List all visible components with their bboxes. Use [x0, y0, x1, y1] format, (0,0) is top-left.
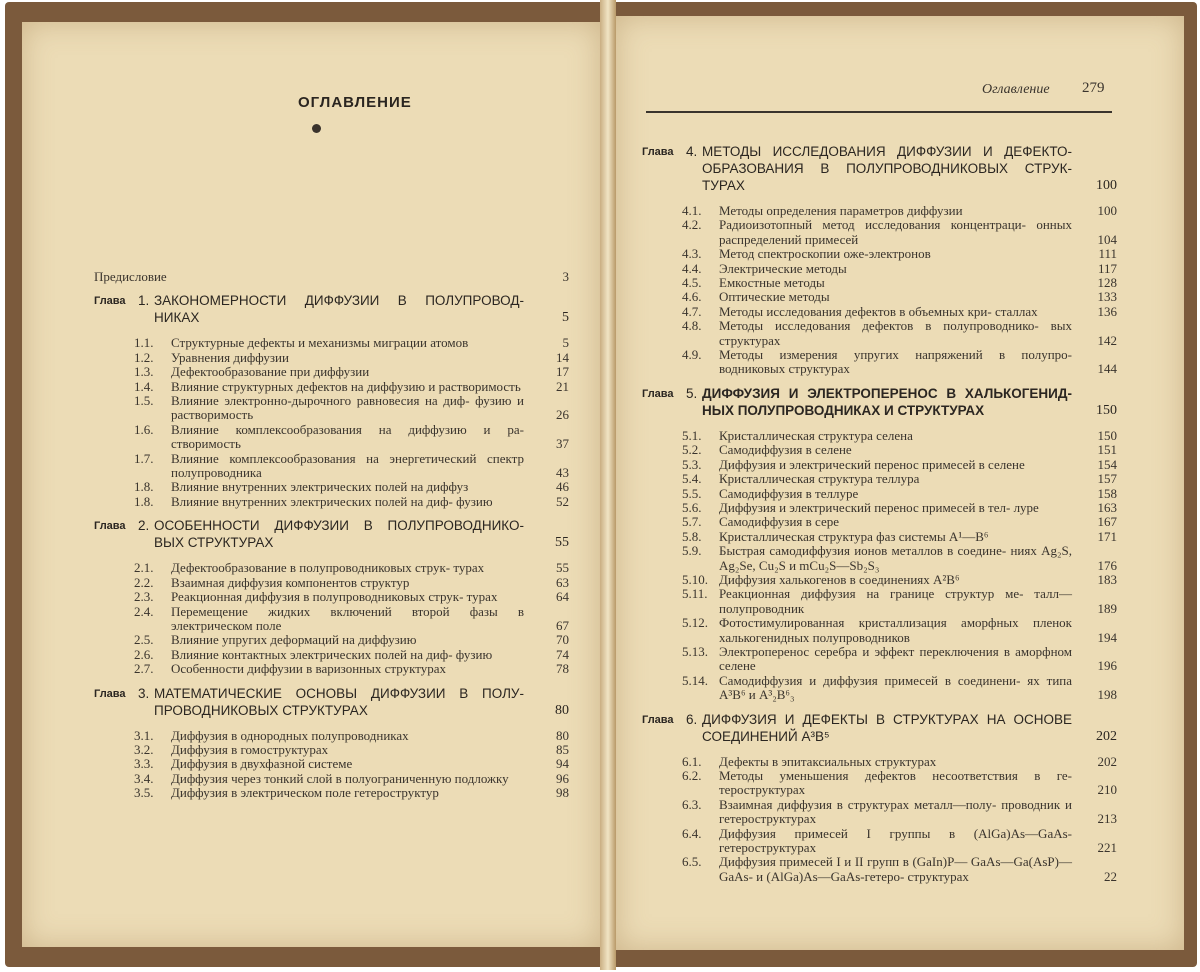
- entry-text-block: [642, 443, 1072, 457]
- section-entry: [642, 348, 1117, 377]
- entry-number: 5.8.: [682, 528, 702, 544]
- section-entry: [642, 755, 1117, 769]
- book-spine: [600, 0, 616, 970]
- section-entry: [94, 423, 569, 452]
- entry-title: Взаимная диффузия компонентов структур: [171, 574, 410, 590]
- entry-text-block: [94, 786, 524, 800]
- entry-title: Кристаллическая структура селена: [719, 427, 913, 443]
- section-entry: [642, 458, 1117, 472]
- entry-number: 1.: [138, 293, 150, 309]
- entry-number: 6.4.: [682, 825, 702, 841]
- section-entry: [94, 336, 569, 350]
- entry-title: Структурные дефекты и механизмы миграции атомов: [171, 335, 469, 351]
- section-entry: [94, 480, 569, 494]
- entry-page: 142: [1097, 332, 1117, 348]
- entry-page: 117: [1097, 260, 1117, 276]
- entry-page: 167: [1097, 514, 1117, 530]
- entry-title: Методы определения параметров диффузии: [719, 203, 963, 218]
- entry-number: 5.13.: [682, 643, 708, 659]
- entry-text-block: [642, 587, 1072, 616]
- entry-number: 3.: [138, 685, 150, 701]
- section-entry: [642, 769, 1117, 798]
- entry-page: 210: [1097, 782, 1117, 798]
- entry-title: Диффузия и электрический перенос примесей в селене: [719, 456, 1025, 472]
- entry-title: ДИФФУЗИЯ И ДЕФЕКТЫ В СТРУКТУРАХ НА ОСНОВЕ СОЕДИНЕНИЙ A³B⁵: [702, 711, 1072, 744]
- entry-text-block: [94, 561, 524, 575]
- entry-page: 111: [1098, 246, 1117, 262]
- section-entry: [642, 587, 1117, 616]
- chapter-entry: [94, 292, 569, 326]
- entry-page: 63: [556, 574, 569, 590]
- entry-page: 3: [562, 269, 569, 284]
- entry-page: 55: [555, 535, 569, 551]
- entry-page: 133: [1097, 289, 1117, 305]
- entry-page: 158: [1097, 485, 1117, 501]
- entry-page: 21: [556, 378, 569, 394]
- entry-text-block: [94, 452, 524, 481]
- section-entry: [642, 616, 1117, 645]
- entry-page: 151: [1097, 442, 1117, 458]
- entry-page: 150: [1097, 427, 1117, 443]
- chapter-label: Глава: [94, 295, 126, 308]
- entry-page: 171: [1097, 528, 1117, 544]
- entry-page: 64: [556, 589, 569, 605]
- entry-title: Реакционная диффузия в полупроводниковых струк- турах: [171, 589, 498, 605]
- entry-text-block: [642, 429, 1072, 443]
- entry-page: 104: [1097, 231, 1117, 247]
- entry-page: 80: [555, 702, 569, 718]
- entry-number: 4.8.: [682, 318, 702, 334]
- entry-title: Самодиффузия в селене: [719, 442, 852, 458]
- entry-page: 26: [556, 407, 569, 423]
- section-entry: [642, 247, 1117, 261]
- entry-number: 5.2.: [682, 442, 702, 458]
- entry-text-block: [94, 576, 524, 590]
- entry-number: 6.: [686, 711, 698, 727]
- entry-title: Самодиффузия в теллуре: [719, 485, 859, 501]
- entry-page: 17: [556, 364, 569, 380]
- entry-number: 6.2.: [682, 768, 702, 783]
- section-entry: [94, 729, 569, 743]
- chapter-label: Глава: [642, 387, 674, 400]
- entry-title: ОСОБЕННОСТИ ДИФФУЗИИ В ПОЛУПРОВОДНИКО- ВЫХ СТРУКТУРАХ: [154, 518, 524, 551]
- entry-page: 96: [556, 770, 569, 786]
- entry-page: 221: [1097, 840, 1117, 856]
- chapter-label: Глава: [642, 146, 674, 158]
- entry-text-block: [642, 487, 1072, 501]
- entry-title: Диффузия в электрическом поле гетероструктур: [171, 785, 439, 801]
- entry-text-block: [642, 501, 1072, 515]
- entry-number: 1.5.: [134, 393, 154, 409]
- section-entry: [642, 290, 1117, 304]
- entry-page: 154: [1097, 456, 1117, 472]
- section-entry: [642, 319, 1117, 348]
- entry-number: 4.2.: [682, 217, 702, 233]
- entry-page: 80: [556, 727, 569, 743]
- toc-list-right: [642, 135, 1117, 884]
- entry-number: 3.4.: [134, 770, 154, 786]
- entry-page: 85: [556, 741, 569, 757]
- entry-title: Влияние комплексообразования на диффузию и ра- створимость: [171, 421, 524, 452]
- entry-text-block: [642, 755, 1072, 769]
- entry-title: Методы исследования дефектов в объемных кри- сталлах: [719, 303, 1038, 319]
- entry-title: Метод спектроскопии оже-электронов: [719, 246, 931, 262]
- entry-page: 194: [1097, 629, 1117, 645]
- entry-page: 22: [1104, 868, 1117, 884]
- entry-text-block: [94, 365, 524, 379]
- entry-text-block: [94, 633, 524, 647]
- entry-number: 4.9.: [682, 347, 702, 363]
- entry-number: 6.5.: [682, 854, 702, 870]
- entry-text-block: [94, 480, 524, 494]
- section-entry: [94, 757, 569, 771]
- entry-text-block: [642, 711, 1072, 745]
- section-entry: [642, 798, 1117, 827]
- entry-text-block: [642, 458, 1072, 472]
- entry-number: 1.4.: [134, 378, 154, 394]
- entry-page: 213: [1097, 811, 1117, 827]
- entry-number: 4.1.: [682, 203, 702, 218]
- section-entry: [94, 380, 569, 394]
- entry-number: 4.: [686, 144, 698, 159]
- entry-title: Самодиффузия в сере: [719, 514, 839, 530]
- entry-number: 6.1.: [682, 753, 702, 769]
- bullet-ornament: [312, 124, 321, 133]
- entry-page: 94: [556, 756, 569, 772]
- entry-page: 43: [556, 465, 569, 481]
- entry-text-block: [94, 517, 524, 551]
- entry-number: 2.: [138, 518, 150, 534]
- section-entry: [642, 827, 1117, 856]
- section-entry: [642, 501, 1117, 515]
- chapter-label: Глава: [94, 687, 126, 700]
- entry-text-block: [642, 143, 1072, 194]
- entry-title: Влияние структурных дефектов на диффузию и растворимость: [171, 378, 521, 394]
- section-entry: [642, 645, 1117, 674]
- entry-title: Дефектообразование при диффузии: [171, 364, 370, 380]
- section-entry: [94, 590, 569, 604]
- entry-text-block: [94, 743, 524, 757]
- entry-title: Диффузия в однородных полупроводниках: [171, 727, 409, 743]
- entry-page: 37: [556, 436, 569, 452]
- entry-page: 183: [1097, 571, 1117, 587]
- entry-number: 2.6.: [134, 646, 154, 662]
- section-entry: [642, 530, 1117, 544]
- entry-text-block: [642, 530, 1072, 544]
- section-entry: [642, 855, 1117, 884]
- entry-number: 2.5.: [134, 632, 154, 648]
- entry-text-block: [642, 769, 1072, 798]
- entry-title: Диффузия примесей I группы в (AlGa)As—GaAs- гетероструктурах: [719, 825, 1072, 856]
- entry-text-block: [642, 204, 1072, 218]
- entry-text-block: [94, 292, 524, 326]
- entry-text-block: [94, 757, 524, 771]
- entry-title: МЕТОДЫ ИССЛЕДОВАНИЯ ДИФФУЗИИ И ДЕФЕКТО- ОБРАЗОВАНИЯ В ПОЛУПРОВОДНИКОВЫХ СТРУК- ТУРАХ: [702, 144, 1072, 193]
- entry-title: Оптические методы: [719, 289, 830, 305]
- entry-title: Взаимная диффузия в структурах металл—полу- проводник и гетероструктурах: [719, 796, 1072, 827]
- entry-page: 46: [556, 479, 569, 495]
- chapter-entry: [642, 385, 1117, 419]
- section-entry: [642, 573, 1117, 587]
- entry-title: Методы уменьшения дефектов несоответствия в ге- тероструктурах: [719, 768, 1072, 798]
- entry-title: Влияние упругих деформаций на диффузию: [171, 632, 417, 648]
- chapter-label: Глава: [94, 520, 126, 533]
- entry-title: Особенности диффузии в варизонных структурах: [171, 661, 446, 677]
- entry-number: 5.5.: [682, 485, 702, 501]
- entry-page: 78: [556, 661, 569, 677]
- entry-title: Влияние внутренних электрических полей на диффуз: [171, 479, 469, 495]
- entry-title: Электроперенос серебра и эффект переключения в аморфном селене: [719, 643, 1072, 674]
- entry-text-block: [642, 645, 1072, 674]
- entry-number: 2.4.: [134, 603, 154, 619]
- chapter-entry: [642, 711, 1117, 745]
- entry-text-block: [642, 218, 1072, 247]
- entry-title: Реакционная диффузия на границе структур ме- талл—полупроводник: [719, 586, 1072, 616]
- entry-page: 163: [1097, 499, 1117, 515]
- section-entry: [642, 204, 1117, 218]
- entry-text-block: [94, 605, 524, 634]
- entry-text-block: [642, 472, 1072, 486]
- section-entry: [94, 576, 569, 590]
- entry-title: ЗАКОНОМЕРНОСТИ ДИФФУЗИИ В ПОЛУПРОВОД- НИКАХ: [154, 293, 524, 326]
- entry-text-block: [642, 616, 1072, 645]
- entry-number: 1.6.: [134, 421, 154, 437]
- entry-title: Методы измерения упругих напряжений в полупро- водниковых структурах: [719, 347, 1072, 377]
- chapter-entry: [94, 517, 569, 551]
- entry-page: 150: [1096, 402, 1117, 418]
- header-rule: [646, 111, 1112, 113]
- entry-page: 100: [1096, 178, 1117, 193]
- entry-title: Дефекты в эпитаксиальных структурах: [719, 753, 937, 769]
- entry-text-block: [642, 385, 1072, 419]
- section-entry: [94, 495, 569, 509]
- chapter-entry: [94, 685, 569, 719]
- section-entry: [642, 305, 1117, 319]
- entry-number: 5.7.: [682, 514, 702, 530]
- entry-title: Влияние контактных электрических полей на диф- фузию: [171, 646, 493, 662]
- entry-text-block: [642, 515, 1072, 529]
- section-entry: [642, 218, 1117, 247]
- entry-page: 5: [562, 335, 569, 351]
- entry-page: 55: [556, 560, 569, 576]
- entry-title: Перемещение жидких включений второй фазы в электрическом поле: [171, 603, 524, 633]
- entry-title: Радиоизотопный метод исследования концентраци- онных распределений примесей: [719, 217, 1072, 247]
- entry-text-block: [94, 685, 524, 719]
- section-entry: [642, 262, 1117, 276]
- entry-number: 5.12.: [682, 615, 708, 631]
- entry-page: 98: [556, 785, 569, 801]
- entry-number: 3.5.: [134, 785, 154, 801]
- entry-text-block: [642, 674, 1072, 703]
- chapter-label: Глава: [642, 713, 674, 726]
- entry-text-block: [642, 348, 1072, 377]
- entry-number: 5.10.: [682, 571, 708, 587]
- section-entry: [94, 605, 569, 634]
- entry-number: 1.7.: [134, 450, 154, 466]
- entry-page: 198: [1097, 687, 1117, 703]
- entry-text-block: [642, 798, 1072, 827]
- section-entry: [642, 544, 1117, 573]
- entry-text-block: [94, 351, 524, 365]
- entry-number: 3.3.: [134, 756, 154, 772]
- entry-title: Самодиффузия и диффузия примесей в соединени- ях типа A³B⁶ и A³₂B⁶₃: [719, 672, 1072, 703]
- section-entry: [94, 743, 569, 757]
- entry-text-block: [94, 590, 524, 604]
- entry-number: 2.2.: [134, 574, 154, 590]
- entry-number: 5.9.: [682, 543, 702, 559]
- section-entry: [642, 515, 1117, 529]
- chapter-entry: [642, 143, 1117, 194]
- entry-number: 1.2.: [134, 349, 154, 365]
- entry-number: 4.7.: [682, 303, 702, 319]
- entry-text-block: [642, 544, 1072, 573]
- entry-number: 1.1.: [134, 335, 154, 351]
- entry-title: Методы исследования дефектов в полупроводнико- вых структурах: [719, 318, 1072, 348]
- entry-number: 1.8.: [134, 493, 154, 509]
- entry-text-block: [642, 827, 1072, 856]
- section-entry: [94, 662, 569, 676]
- entry-title: Влияние комплексообразования на энергетический спектр полупроводника: [171, 450, 524, 481]
- entry-title: Диффузия в двухфазной системе: [171, 756, 353, 772]
- entry-page: 176: [1097, 557, 1117, 573]
- entry-text-block: [642, 247, 1072, 261]
- entry-number: 5.14.: [682, 672, 708, 688]
- entry-text-block: [642, 305, 1072, 319]
- section-entry: [94, 365, 569, 379]
- entry-number: 3.2.: [134, 741, 154, 757]
- entry-title: Диффузия халькогенов в соединениях A²B⁶: [719, 571, 960, 587]
- entry-title: ДИФФУЗИЯ И ЭЛЕКТРОПЕРЕНОС В ХАЛЬКОГЕНИД- НЫХ ПОЛУПРОВОДНИКАХ И СТРУКТУРАХ: [702, 385, 1072, 418]
- entry-text-block: [642, 573, 1072, 587]
- entry-number: 2.7.: [134, 661, 154, 677]
- entry-title: Кристаллическая структура теллура: [719, 471, 920, 487]
- entry-number: 6.3.: [682, 796, 702, 812]
- entry-number: 4.4.: [682, 260, 702, 276]
- entry-text-block: [94, 336, 524, 350]
- entry-number: 5.4.: [682, 471, 702, 487]
- section-entry: [94, 772, 569, 786]
- entry-page: 196: [1097, 658, 1117, 674]
- entry-number: 1.3.: [134, 364, 154, 380]
- entry-title: Диффузия и электрический перенос примесей в тел- луре: [719, 499, 1039, 515]
- entry-text-block: [94, 729, 524, 743]
- section-entry: [94, 633, 569, 647]
- entry-text-block: [642, 855, 1072, 884]
- entry-text-block: [94, 495, 524, 509]
- preface-entry: [94, 270, 569, 284]
- entry-title: Емкостные методы: [719, 275, 825, 291]
- entry-number: 5.3.: [682, 456, 702, 472]
- running-head: Оглавление: [982, 82, 1050, 97]
- section-entry: [642, 429, 1117, 443]
- entry-page: 136: [1097, 303, 1117, 319]
- entry-number: 5.1.: [682, 427, 702, 443]
- entry-number: 4.3.: [682, 246, 702, 262]
- entry-page: 14: [556, 349, 569, 365]
- section-entry: [94, 561, 569, 575]
- entry-number: 5.: [686, 385, 698, 401]
- entry-number: 2.1.: [134, 560, 154, 576]
- section-entry: [94, 648, 569, 662]
- entry-number: 5.6.: [682, 499, 702, 515]
- entry-text-block: [94, 394, 524, 423]
- toc-list-left: [94, 270, 569, 801]
- entry-page: 67: [556, 617, 569, 633]
- entry-title: Влияние внутренних электрических полей на диф- фузию: [171, 493, 493, 509]
- entry-text-block: [642, 276, 1072, 290]
- entry-text-block: [642, 290, 1072, 304]
- entry-page: 74: [556, 646, 569, 662]
- entry-title: Уравнения диффузии: [171, 349, 289, 365]
- entry-title: Влияние электронно-дырочного равновесия на диф- фузию и растворимость: [171, 393, 524, 423]
- section-entry: [642, 487, 1117, 501]
- entry-page: 144: [1097, 361, 1117, 377]
- page-number: 279: [1082, 80, 1105, 96]
- entry-text-block: [642, 319, 1072, 348]
- entry-text-block: [94, 772, 524, 786]
- entry-page: 189: [1097, 600, 1117, 616]
- entry-text-block: [642, 262, 1072, 276]
- entry-number: 1.8.: [134, 479, 154, 495]
- section-entry: [642, 276, 1117, 290]
- entry-title: Быстрая самодиффузия ионов металлов в соедине- ниях Ag₂S, Ag₂Se, Cu₂S и mCu₂S—Sb₂S₃: [719, 543, 1072, 573]
- section-entry: [642, 472, 1117, 486]
- entry-title: Диффузия в гомоструктурах: [171, 741, 329, 757]
- entry-text-block: [94, 648, 524, 662]
- entry-number: 3.1.: [134, 727, 154, 743]
- entry-title: Фотостимулированная кристаллизация аморфных пленок халькогенидных полупроводников: [719, 615, 1072, 645]
- entry-page: 157: [1097, 471, 1117, 487]
- left-page: [22, 22, 600, 947]
- section-entry: [94, 452, 569, 481]
- entry-title: Предисловие: [94, 269, 167, 284]
- entry-number: 5.11.: [682, 586, 708, 602]
- entry-page: 202: [1096, 728, 1117, 744]
- entry-text-block: [94, 380, 524, 394]
- entry-title: Электрические методы: [719, 260, 847, 276]
- entry-number: 4.6.: [682, 289, 702, 305]
- entry-title: МАТЕМАТИЧЕСКИЕ ОСНОВЫ ДИФФУЗИИ В ПОЛУ- ПРОВОДНИКОВЫХ СТРУКТУРАХ: [154, 685, 524, 718]
- section-entry: [94, 394, 569, 423]
- entry-page: 52: [556, 493, 569, 509]
- entry-page: 100: [1097, 203, 1117, 218]
- entry-page: 70: [556, 632, 569, 648]
- entry-page: 202: [1097, 753, 1117, 769]
- section-entry: [94, 351, 569, 365]
- entry-title: Диффузия примесей I и II групп в (GaIn)P— GaAs—Ga(AsP)—GaAs- и (AlGa)As—GaAs-гетеро- структурах: [719, 854, 1072, 884]
- entry-text-block: [94, 270, 524, 284]
- toc-title: ОГЛАВЛЕНИЕ: [298, 94, 412, 111]
- entry-page: 128: [1097, 275, 1117, 291]
- entry-title: Кристаллическая структура фаз системы A¹—B⁶: [719, 528, 989, 544]
- entry-title: Дефектообразование в полупроводниковых струк- турах: [171, 560, 485, 576]
- section-entry: [94, 786, 569, 800]
- entry-text-block: [94, 423, 524, 452]
- section-entry: [642, 674, 1117, 703]
- section-entry: [642, 443, 1117, 457]
- entry-title: Диффузия через тонкий слой в полуограниченную подложку: [171, 770, 509, 786]
- entry-number: 2.3.: [134, 589, 154, 605]
- entry-number: 4.5.: [682, 275, 702, 291]
- entry-page: 5: [562, 310, 569, 326]
- right-page: [616, 16, 1184, 950]
- entry-text-block: [94, 662, 524, 676]
